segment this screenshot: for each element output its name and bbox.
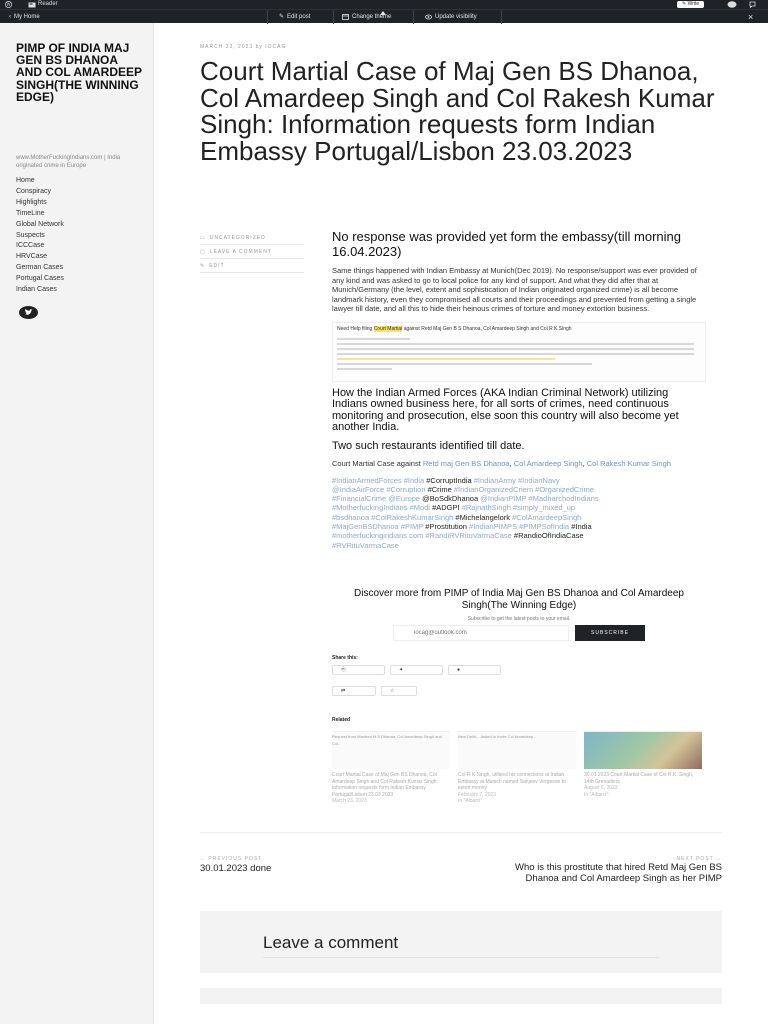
share-wordpress-button[interactable]: [332, 665, 385, 675]
share-section: [332, 655, 706, 696]
screenshot-line: [337, 343, 694, 345]
hashtag-link[interactable]: #PIMPSofIndia: [519, 521, 572, 531]
hashtag-link[interactable]: @Europe: [388, 494, 423, 504]
hashtag-link[interactable]: #Prostitution: [425, 521, 470, 531]
nav-item-home[interactable]: Home: [16, 177, 35, 184]
related-title[interactable]: Col R K Singh, utilized his connections at Indian Embassy at Munich named Sanjeev Vergeese to extort money: [458, 772, 566, 791]
nav-item-conspiracy[interactable]: Conspiracy: [16, 187, 52, 195]
hashtag-link[interactable]: #bsdhanoa: [332, 512, 372, 522]
hashtag-line: [332, 476, 706, 485]
related-date: August 6, 2022: [584, 785, 618, 791]
next-post-label: NEXT POST →: [676, 856, 722, 862]
toolbar-divider: [501, 10, 502, 24]
hashtag-link[interactable]: #RandiRVRituVarmaCase: [425, 531, 514, 541]
hashtag-link[interactable]: #India: [571, 521, 592, 531]
share-twitter-button[interactable]: [390, 665, 443, 675]
nav-item-suspects[interactable]: Suspects: [16, 231, 45, 239]
screenshot-line: [337, 348, 694, 350]
hashtag-link[interactable]: #ColRakeshKumarSingh: [371, 512, 456, 522]
related-title[interactable]: 30.01.2023 Court Martial Case of Col R.K. Singh, 14th Grenadiers: [584, 772, 694, 785]
leave-comment-heading: Leave a comment: [263, 933, 399, 952]
restaurants-heading: Two such restaurants identified till date.: [332, 439, 525, 452]
related-date: February 7, 2023: [458, 791, 497, 798]
reblog-icon: ⇄: [341, 688, 346, 694]
reader-icon: [28, 2, 36, 8]
screenshot-title-post: against Retd Maj Gen B S Dhanoa, Col Amardeep Singh and Col R K Singh: [402, 325, 572, 332]
site-description: www.MotherFuckingIndians.com | India originated crime in Europe: [16, 155, 121, 169]
hashtag-link[interactable]: #IndianArmedForces: [332, 475, 404, 485]
subscribe-form: [332, 625, 706, 641]
hashtag-link[interactable]: #Modi: [409, 503, 433, 513]
hashtag-link[interactable]: #MotherfuckingIndians: [332, 503, 410, 513]
screenshot-line: [337, 358, 555, 360]
hashtag-link[interactable]: #PIMP: [400, 521, 426, 531]
twitter-icon[interactable]: [19, 306, 38, 319]
hashtag-line: [332, 485, 706, 494]
comment-form-area[interactable]: [200, 988, 722, 1004]
site-navigation: [16, 176, 64, 296]
related-photo-thumbnail[interactable]: [584, 731, 702, 769]
hashtag-link[interactable]: #simply_mixed_up: [512, 503, 576, 513]
hashtag-link[interactable]: #motherfuckingindians.com: [332, 531, 426, 541]
nav-item-portugal-cases[interactable]: Portugal Cases: [16, 275, 64, 283]
nav-item-icccase[interactable]: ICCCase: [16, 242, 45, 250]
case-link-dhanoa[interactable]: Retd maj Gen BS Dhanoa: [422, 459, 510, 468]
hashtag-link[interactable]: #FinancialCrime: [332, 494, 389, 504]
hashtag-line: [332, 513, 706, 522]
related-thumbnail[interactable]: [458, 731, 576, 769]
hashtag-link[interactable]: #CorruptIndia: [426, 475, 474, 485]
category-link[interactable]: [200, 231, 304, 245]
related-thumb-text: Request from Manfred M.S Dhanoa, Col Amardeep Singh and Col...: [332, 734, 442, 746]
email-field[interactable]: [393, 625, 569, 641]
hashtag-link[interactable]: #Crime: [427, 484, 454, 494]
admin-bar: [0, 0, 768, 9]
action-buttons: [332, 686, 706, 696]
hashtag-link[interactable]: #IndianArmy: [473, 475, 518, 485]
hashtag-link[interactable]: #IndianNavy: [517, 475, 560, 485]
svg-text:W: W: [6, 2, 11, 8]
previous-post-link[interactable]: 30.01.2023 done: [200, 863, 272, 874]
screenshot-line: [337, 363, 592, 365]
wordpress-icon: ⓦ: [341, 667, 347, 673]
subscribe-section: [332, 588, 706, 641]
edit-post-label: Edit post: [287, 14, 311, 20]
sidebar: [0, 23, 154, 1024]
pencil-icon: ✎: [200, 262, 206, 269]
hashtag-link[interactable]: @BoSdkDhanoa: [422, 494, 481, 504]
case-link-rakesh[interactable]: Col Rakesh Kumar Singh: [586, 459, 671, 468]
hashtag-link[interactable]: #RajnathSingh: [461, 503, 513, 513]
comment-divider: [263, 957, 659, 958]
write-label: Write: [687, 1, 700, 7]
related-item[interactable]: [458, 731, 576, 805]
case-prefix: Court Martial Case against: [332, 459, 423, 468]
nav-item-indian-cases[interactable]: Indian Cases: [16, 286, 57, 294]
hashtag-link[interactable]: @IndiaAirForce: [332, 484, 387, 494]
hashtag-link[interactable]: #RandioOfIndiaCase: [513, 531, 584, 541]
nav-item-hrvcase[interactable]: HRVCase: [16, 253, 47, 261]
hashtag-link[interactable]: #RVRituVarmaCase: [332, 540, 399, 550]
notifications-icon[interactable]: [749, 1, 756, 8]
related-label: Related: [332, 717, 351, 723]
related-thumbnail[interactable]: [332, 731, 450, 769]
post-navigation: [200, 832, 722, 892]
hashtag-link[interactable]: #ColAmardeepSingh: [512, 512, 582, 522]
change-theme-label: Change theme: [352, 14, 392, 20]
related-posts: [332, 717, 706, 805]
related-thumb-text: New Delhi... Asked to Invite Col Amardeep...: [458, 734, 537, 739]
nav-item-global-network[interactable]: Global Network: [16, 220, 64, 228]
nav-item-german-cases[interactable]: German Cases: [16, 264, 64, 272]
hashtag-link[interactable]: #MadharchodIndians: [528, 494, 599, 504]
case-link-amardeep[interactable]: Col Amardeep Singh: [513, 459, 583, 468]
screenshot-line: [337, 338, 410, 340]
screenshot-title-pre: Need Help filing: [337, 325, 374, 332]
hashtag-link[interactable]: @IndianPIMP: [480, 494, 529, 504]
related-date: March 23, 2023: [332, 798, 367, 804]
theme-icon: [342, 14, 349, 20]
main-content: [154, 23, 768, 1024]
case-line: Court Martial Case against Retd maj Gen BS Dhanoa, Col Amardeep Singh, Col Rakesh Kumar Singh: [332, 459, 671, 468]
nav-item-timeline[interactable]: TimeLine: [16, 209, 45, 217]
related-category: In "Albanz": [458, 798, 483, 804]
content-heading: No response was provided yet form the embassy(till morning 16.04.2023): [332, 229, 681, 259]
related-item[interactable]: [584, 731, 702, 805]
edit-post-button[interactable]: [279, 13, 310, 21]
post-side-meta: [200, 231, 304, 273]
related-category: In "Albanz": [584, 791, 609, 798]
hashtag-line: [332, 541, 706, 550]
category-label: UNCATEGORIZED: [209, 234, 266, 241]
my-home-label: My Home: [14, 14, 40, 20]
subscribe-heading: Discover more from PIMP of India Maj Gen BS Dhanoa and Col Amardeep Singh(The Winning Edge): [354, 588, 684, 611]
comments-section: [200, 911, 722, 973]
share-buttons: [332, 665, 706, 675]
comment-icon: ▢: [200, 248, 206, 255]
toolbar-divider: [333, 10, 334, 24]
leave-comment-label: LEAVE A COMMENT: [209, 248, 272, 255]
armed-forces-heading: How the Indian Armed Forces (AKA Indian Criminal Network) utilizing Indians owned business here, for all sorts of crimes, need continuous monitoring and prosecution, else soon this country will also become yet another India.: [332, 386, 679, 433]
email-screenshot-image: [332, 322, 706, 382]
post-title: Court Martial Case of Maj Gen BS Dhanoa, Col Amardeep Singh and Col Rakesh Kumar Singh: Information requests form Indian Embassy Portugal/Lisbon 23.03.2023: [200, 56, 715, 166]
subscribe-subtext: Subscribe to get the latest posts to your email.: [467, 616, 571, 622]
related-item[interactable]: [332, 731, 450, 805]
hashtag-link[interactable]: #OrganizedCrime: [535, 484, 594, 494]
like-button[interactable]: [381, 686, 417, 696]
subscribe-button[interactable]: SUBSCRIBE: [575, 625, 645, 641]
share-label: Share this:: [332, 655, 358, 661]
hashtag-link[interactable]: #Michelangelork: [455, 512, 513, 522]
change-theme-button[interactable]: [342, 13, 391, 21]
star-icon: ☆: [390, 688, 395, 694]
nav-item-highlights[interactable]: Highlights: [16, 198, 47, 206]
screenshot-title-highlight: Court Martial: [373, 325, 403, 332]
editor-toolbar: [0, 9, 768, 23]
update-visibility-button[interactable]: [425, 13, 477, 21]
content-paragraph: Same things happened with Indian Embassy at Munich(Dec 2019). No response/support was ever provided of any kind and was asked to go to local police for any kind of support. And what they did after that at Munich/Germany (the level, extent and sophistication of Indian originated organized crime) is all become landmark history, even they compromised all courts and their proceedings and prevented from getting a single lawyer till date, and all this to hide their heinous crimes of torture and money extortion business.: [332, 266, 697, 313]
hashtag-link[interactable]: #IndianOrganizedCriem: [453, 484, 536, 494]
hashtag-link[interactable]: #IndianPIMPS: [469, 521, 520, 531]
reader-link[interactable]: [28, 1, 58, 8]
previous-post-label: ← PREVIOUS POST: [200, 856, 263, 862]
share-facebook-button[interactable]: [448, 665, 501, 675]
hashtag-line: [332, 503, 706, 512]
reader-label: Reader: [38, 1, 58, 7]
toolbar-divider: [267, 10, 268, 24]
hashtag-line: [332, 522, 706, 531]
twitter-icon: ✦: [399, 667, 404, 673]
leave-comment-link[interactable]: [200, 245, 304, 259]
reblog-button[interactable]: [332, 686, 376, 696]
related-title[interactable]: Court Martial Case of Maj Gen BS Dhanoa, Col Amardeep Singh and Col Rakesh Kumar Singh: Information requests form Indian Embassy Portugal/Lisbon 23.03.2023: [332, 772, 438, 798]
write-button[interactable]: ✎ Write: [677, 1, 704, 8]
site-title[interactable]: PIMP OF INDIA MAJ GEN BS DHANOA AND COL AMARDEEP SINGH(THE WINNING EDGE): [16, 41, 142, 104]
my-home-link[interactable]: [9, 13, 40, 21]
update-visibility-label: Update visibility: [435, 14, 477, 20]
wordpress-logo-icon[interactable]: [5, 1, 12, 8]
close-icon[interactable]: ×: [748, 12, 754, 22]
hashtag-block: [332, 476, 706, 550]
edit-label: EDIT: [209, 262, 225, 269]
facebook-icon: ●: [457, 667, 461, 673]
screenshot-line: [337, 353, 694, 355]
edit-link[interactable]: [200, 259, 304, 273]
next-post-link[interactable]: Who is this prostitute that hired Retd Maj Gen BS Dhanoa and Col Amardeep Singh as her PIMP: [515, 862, 722, 884]
avatar[interactable]: [727, 1, 737, 8]
chevron-left-icon: ‹: [9, 14, 11, 20]
pencil-icon: ✎: [279, 14, 285, 20]
hashtag-link[interactable]: #Corruption: [386, 484, 428, 494]
hashtag-link[interactable]: #India: [403, 475, 427, 485]
related-list: [332, 731, 706, 805]
post-meta: MARCH 23, 2023 by IOCAG: [200, 44, 287, 50]
toolbar-divider: [413, 10, 414, 24]
hashtag-line: [332, 531, 706, 540]
post-content: [332, 229, 706, 550]
screenshot-title: [337, 326, 701, 332]
eye-icon: [425, 14, 432, 20]
hashtag-link[interactable]: #ADGPI: [432, 503, 462, 513]
hashtag-line: [332, 494, 706, 503]
folder-icon: ▭: [200, 234, 206, 241]
hashtag-link[interactable]: #MajGenBSDhanoa: [332, 521, 401, 531]
screenshot-line: [337, 368, 392, 370]
